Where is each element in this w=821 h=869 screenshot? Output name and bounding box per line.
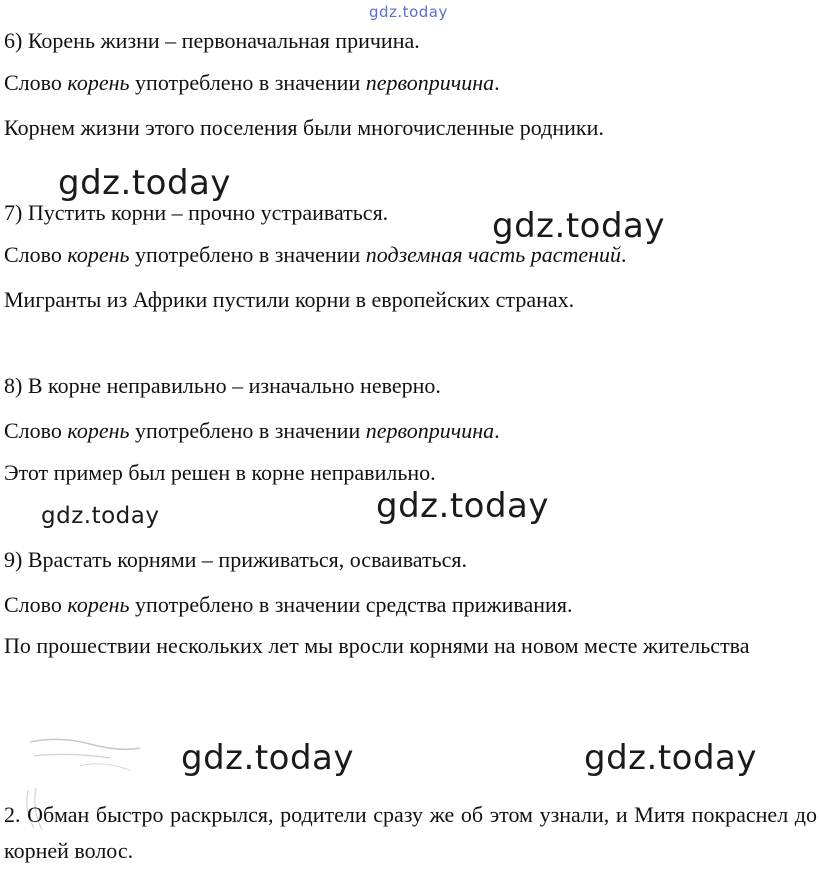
item-8-sentence: Слово корень употреблено в значении первопричина. bbox=[4, 418, 500, 443]
item-7-sentence: Слово корень употреблено в значении подземная часть растений. bbox=[4, 242, 627, 267]
item-7-example: Мигранты из Африки пустили корни в европейских странах. bbox=[4, 287, 575, 312]
item-6-heading: 6) Корень жизни – первоначальная причина. bbox=[4, 28, 420, 53]
task-2-text: 2. Обман быстро раскрылся, родители сразу же об этом узнали, и Митя покраснел до корней волос. bbox=[4, 802, 817, 863]
watermark-top: gdz.today bbox=[369, 3, 448, 21]
item-8-heading: 8) В корне неправильно – изначально неверно. bbox=[4, 373, 441, 398]
item-8-example: Этот пример был решен в корне неправильно. bbox=[4, 460, 436, 485]
watermark: gdz.today bbox=[376, 486, 549, 526]
item-9-example: По прошествии нескольких лет мы вросли корнями на новом месте жительства bbox=[4, 633, 750, 658]
item-9-heading: 9) Врастать корнями – приживаться, осваиваться. bbox=[4, 547, 468, 572]
item-9-sentence: Слово корень употреблено в значении средства приживания. bbox=[4, 592, 573, 617]
watermark: gdz.today bbox=[41, 503, 160, 529]
watermark: gdz.today bbox=[58, 163, 231, 203]
item-7-heading: 7) Пустить корни – прочно устраиваться. bbox=[4, 200, 389, 225]
item-6-example: Корнем жизни этого поселения были многочисленные родники. bbox=[4, 115, 604, 140]
watermark: gdz.today bbox=[584, 738, 757, 778]
watermark: gdz.today bbox=[492, 206, 665, 246]
watermark: gdz.today bbox=[181, 738, 354, 778]
item-6-sentence: Слово корень употреблено в значении первопричина. bbox=[4, 70, 500, 95]
